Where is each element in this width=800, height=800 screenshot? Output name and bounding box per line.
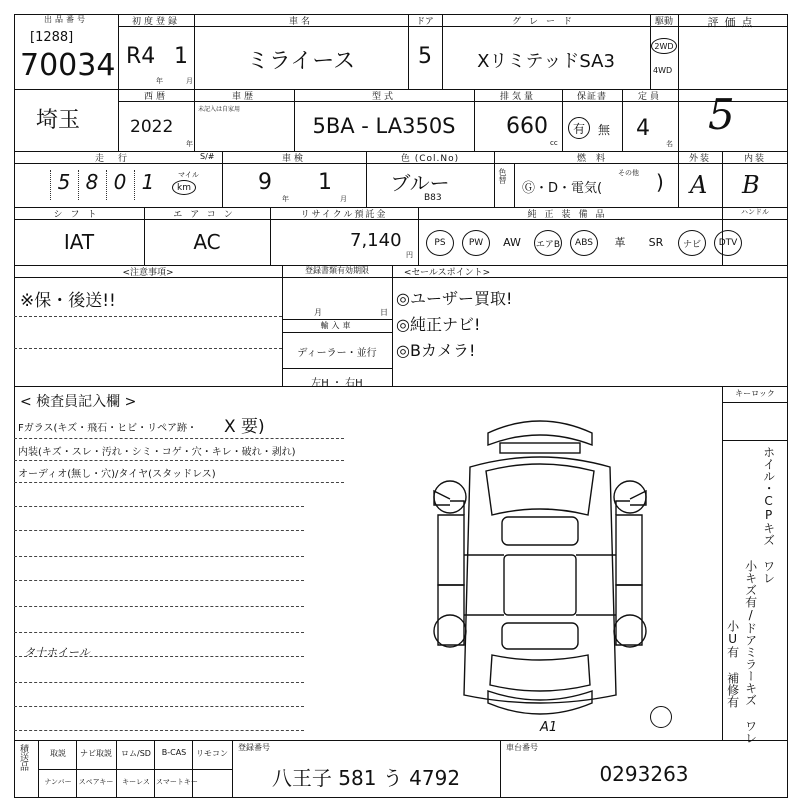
inspector-line <box>14 530 304 531</box>
fuel-other-label: その他 <box>618 169 639 177</box>
equipment-item: SR <box>648 236 664 249</box>
shaken-label: 車検 <box>281 154 306 164</box>
equipment-item: ナビ <box>678 230 706 256</box>
digit-separator <box>50 170 51 200</box>
label-divider <box>38 769 232 770</box>
side-notes-3: 小U有 補修有 <box>725 620 740 708</box>
exhibit-number: 70034 <box>20 48 116 83</box>
score-label: 評価点 <box>707 16 759 29</box>
import-side: 左H ・ 右H <box>311 378 363 389</box>
first-reg-month: 1 <box>174 44 188 69</box>
sales-point: ◎ユーザー買取! <box>396 289 513 308</box>
equipment-item: 革 <box>614 236 626 249</box>
keylock-label: キーロック <box>735 389 775 398</box>
drive-label: 駆動 <box>654 17 673 27</box>
shaken-month: 1 <box>318 170 332 195</box>
inspector-line <box>14 682 304 683</box>
car-damage-diagram <box>420 405 660 735</box>
score: 5 <box>708 90 735 139</box>
recycle-label: リサイクル預託金 <box>300 210 388 220</box>
color-number: B83 <box>424 193 442 203</box>
chassis-number: 0293263 <box>599 762 689 786</box>
diagram-mark: A1 <box>540 720 558 735</box>
import-label: 輸入車 <box>320 321 354 330</box>
inspector-line <box>14 632 304 633</box>
model-label: 型式 <box>371 92 396 102</box>
chassis-label: 車台番号 <box>506 743 538 752</box>
inspector-line <box>14 438 344 439</box>
air-conditioner: AC <box>193 230 221 254</box>
caution-label: <注意事項> <box>122 268 174 278</box>
first-reg-label: 初度登録 <box>131 17 180 27</box>
exhibit-bracket-number: [1288] <box>30 30 74 45</box>
fuel-label: 燃料 <box>576 154 615 164</box>
mileage-unit-km-circled: km <box>172 180 196 195</box>
first-reg-era: R4 <box>126 44 156 69</box>
import-dealer: ディーラー・並行 <box>297 348 377 359</box>
inspector-title: < 検査員記入欄 > <box>20 394 137 410</box>
exterior-label: 外装 <box>688 154 711 164</box>
footer-accessory: B-CAS <box>161 748 187 757</box>
label-divider <box>282 332 392 333</box>
warranty-no: 無 <box>598 123 611 137</box>
warranty-label: 保証書 <box>576 92 607 102</box>
exterior-grade: A <box>690 171 708 199</box>
interior-grade: B <box>742 171 760 199</box>
inspector-line <box>14 556 304 557</box>
recycle-fee: 7,140 <box>350 230 402 251</box>
digit-separator <box>134 170 135 200</box>
model-year: 2022 <box>130 117 174 137</box>
s-label: S/# <box>200 152 215 161</box>
inspector-line <box>14 656 304 657</box>
doc-day: 日 <box>380 308 388 317</box>
caution-line <box>14 348 282 349</box>
prefecture: 埼玉 <box>36 108 81 133</box>
footer-accessory: リモコン <box>196 749 228 758</box>
interior-label: 内装 <box>743 154 766 164</box>
reg-no-label: 登録番号 <box>238 743 270 752</box>
capacity-unit: 名 <box>666 140 673 148</box>
mileage-digit: 0 <box>113 170 127 194</box>
displacement: 660 <box>506 114 548 139</box>
recycle-unit: 円 <box>406 251 413 259</box>
label-divider <box>722 402 788 403</box>
col-divider <box>494 151 495 207</box>
history-label: 車歴 <box>231 92 256 102</box>
shift: IAT <box>63 230 95 254</box>
shaken-year-unit: 年 <box>282 195 289 203</box>
col-divider <box>514 163 515 207</box>
inspector-line-audio: オーディオ(無し・穴)/タイヤ(スタッドレス) <box>18 469 216 480</box>
year-unit: 年 <box>156 77 163 85</box>
footer-accessory: スペアキー <box>78 778 114 786</box>
color-label: 色 (Col.No) <box>400 154 460 164</box>
equipment-item: PW <box>462 230 490 256</box>
equipment-item: エアB <box>534 230 562 256</box>
equipment-item: AW <box>503 236 521 249</box>
inspector-line <box>14 730 304 731</box>
inspector-handwritten-note: タ十ホイール <box>24 646 90 659</box>
handle-label: ハンドル <box>741 208 769 216</box>
footer-accessory: キーレス <box>122 778 150 786</box>
inspector-line <box>14 706 304 707</box>
footer-accessory: ナンバー <box>44 778 72 786</box>
fuel-options: Ⓖ・D・電気( <box>522 181 603 196</box>
side-notes-2: 小キズ有/ドアミラーキズ ワレ <box>743 560 758 744</box>
color: ブルー <box>390 171 450 195</box>
col-divider <box>392 265 393 386</box>
equipment-item: ABS <box>570 230 598 256</box>
inspector-line <box>14 460 344 461</box>
inspector-line-glass: Fガラス(キズ・飛石・ヒビ・リペア跡・ <box>18 423 197 434</box>
month-unit: 月 <box>186 77 193 85</box>
caution-text: ※保・後送!! <box>20 291 116 311</box>
drive-4wd: 4WD <box>653 66 673 75</box>
inspector-line <box>14 506 304 507</box>
sales-point: ◎Bカメラ! <box>396 341 476 360</box>
digit-separator <box>78 170 79 200</box>
side-notes-1: ホイル・CPキズ ワレ <box>761 446 776 584</box>
exhibit-label: 出品番号 <box>44 15 88 24</box>
equipment-item: DTV <box>714 230 742 256</box>
label-divider <box>722 440 788 441</box>
equipment-label: 純正装備品 <box>527 210 613 220</box>
sales-point: ◎純正ナビ! <box>396 315 481 334</box>
mileage-digit: 8 <box>85 170 99 194</box>
model-code: 5BA - LA350S <box>312 114 456 138</box>
footer-left-label: 積送品 <box>18 744 28 771</box>
ac-label: エアコン <box>173 210 241 220</box>
shaken-year: 9 <box>258 170 272 195</box>
doc-month: 月 <box>314 308 322 317</box>
door-count: 5 <box>418 44 432 69</box>
footer-accessory: 取説 <box>50 749 66 758</box>
car-name: ミライース <box>246 49 356 74</box>
grade: XリミテッドSA3 <box>477 51 615 72</box>
color-change-label: 色替 <box>498 168 507 184</box>
spare-tire-icon <box>650 706 672 728</box>
inspector-line <box>14 482 344 483</box>
col-divider <box>678 14 679 151</box>
seireki-label: 西暦 <box>143 92 168 102</box>
warranty-yes-circled: 有 <box>568 117 590 139</box>
footer-accessory: ロム/SD <box>121 749 151 758</box>
inspector-line <box>14 580 304 581</box>
footer-accessory: ナビ取説 <box>80 749 112 758</box>
grade-label: グレード <box>511 17 580 27</box>
inspector-line <box>14 606 304 607</box>
row-divider <box>14 740 788 741</box>
fuel-close: ) <box>656 170 664 194</box>
door-label: ドア <box>416 17 434 27</box>
year-unit-2: 年 <box>186 140 193 148</box>
shaken-month-unit: 月 <box>340 195 347 203</box>
equipment-item: PS <box>426 230 454 256</box>
footer-accessory: スマートキー <box>156 778 198 786</box>
capacity: 4 <box>636 116 650 141</box>
inspector-line-interior: 内装(キズ・スレ・汚れ・シミ・コゲ・穴・キレ・破れ・剥れ) <box>18 447 296 458</box>
cc-unit: cc <box>550 139 558 147</box>
inspector-glass-mark: X 要) <box>224 417 265 437</box>
car-name-label: 車名 <box>288 17 313 27</box>
registration-number: 八王子 581 う 4792 <box>271 766 461 790</box>
mileage-digit: 1 <box>141 170 155 194</box>
capacity-label: 定員 <box>637 92 662 102</box>
cc-label: 排気量 <box>499 92 536 102</box>
mileage-unit-mile: マイル <box>178 171 199 179</box>
row-divider <box>14 386 788 387</box>
digit-separator <box>106 170 107 200</box>
mileage-digit: 5 <box>57 170 71 194</box>
label-divider <box>282 368 392 369</box>
doc-expiry-label: 登録書類有効期限 <box>305 266 369 275</box>
shift-label: シフト <box>53 210 105 220</box>
drive-2wd-circled: 2WD <box>651 38 677 54</box>
mileage-label: 走行 <box>94 154 141 164</box>
caution-line <box>14 316 282 317</box>
history-note: 未記入は自家用 <box>198 106 241 113</box>
sales-label: <セールスポイント> <box>403 268 491 278</box>
